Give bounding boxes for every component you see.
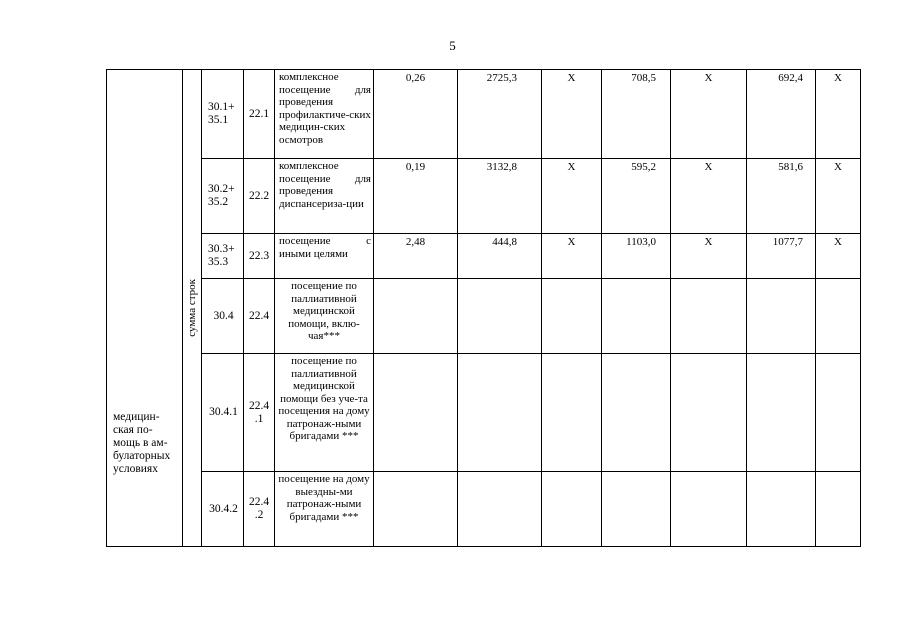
value-cell: 2725,3 <box>458 70 542 159</box>
value-cell <box>458 472 542 547</box>
row-name: посещение по паллиативной медицинской помощи без уче-та посещения на дому патронаж-ными бригадами *** <box>275 354 374 472</box>
value-cell <box>374 279 458 354</box>
table-row <box>107 234 861 279</box>
value-cell <box>747 354 816 472</box>
row-line-number: 22.4 <box>244 279 275 354</box>
value-cell: 581,6 <box>747 159 816 234</box>
value-cell <box>374 472 458 547</box>
page-number: 5 <box>449 38 456 53</box>
value-cell <box>816 354 861 472</box>
value-cell <box>747 279 816 354</box>
value-cell: Х <box>542 234 602 279</box>
value-cell: Х <box>542 70 602 159</box>
row-name: посещение на дому выездны-ми патронаж-ными бригадами *** <box>275 472 374 547</box>
table-row <box>107 354 861 472</box>
row-line-number: 22.2 <box>244 159 275 234</box>
value-cell: 3132,8 <box>458 159 542 234</box>
sum-label-cell <box>183 70 202 547</box>
row-code: 30.4.1 <box>202 354 244 472</box>
value-cell <box>542 354 602 472</box>
value-cell <box>747 472 816 547</box>
value-cell: Х <box>816 70 861 159</box>
value-cell <box>602 354 671 472</box>
value-cell <box>602 279 671 354</box>
value-cell: Х <box>671 234 747 279</box>
value-cell <box>816 472 861 547</box>
value-cell <box>542 472 602 547</box>
value-cell <box>458 279 542 354</box>
table-row <box>107 279 861 354</box>
row-line-number: 22.4 .2 <box>244 472 275 547</box>
row-line-number: 22.3 <box>244 234 275 279</box>
value-cell <box>671 279 747 354</box>
value-cell <box>602 472 671 547</box>
value-cell <box>374 354 458 472</box>
section-label: медицин-ская по-мощь в ам-булаторных условиях <box>113 411 171 475</box>
value-cell <box>671 354 747 472</box>
value-cell: Х <box>816 234 861 279</box>
row-line-number: 22.1 <box>244 70 275 159</box>
table-row <box>107 159 861 234</box>
value-cell: 692,4 <box>747 70 816 159</box>
value-cell: 444,8 <box>458 234 542 279</box>
table-row <box>107 472 861 547</box>
row-line-number: 22.4 .1 <box>244 354 275 472</box>
sum-label: сумма строк <box>185 279 198 337</box>
table-row <box>107 70 861 159</box>
row-name: посещение с иными целями <box>275 234 374 279</box>
section-label-cell <box>107 70 183 547</box>
value-cell: 708,5 <box>602 70 671 159</box>
value-cell: 0,26 <box>374 70 458 159</box>
value-cell: 595,2 <box>602 159 671 234</box>
value-cell <box>458 354 542 472</box>
tariff-table <box>106 69 861 547</box>
row-code: 30.3+ 35.3 <box>202 234 244 279</box>
value-cell: 1077,7 <box>747 234 816 279</box>
row-code: 30.1+ 35.1 <box>202 70 244 159</box>
value-cell <box>671 472 747 547</box>
value-cell: 0,19 <box>374 159 458 234</box>
value-cell <box>816 279 861 354</box>
value-cell: Х <box>542 159 602 234</box>
row-code: 30.4 <box>202 279 244 354</box>
value-cell: Х <box>671 70 747 159</box>
value-cell: Х <box>671 159 747 234</box>
value-cell: Х <box>816 159 861 234</box>
row-code: 30.4.2 <box>202 472 244 547</box>
row-name: комплексное посещение для проведения диспансериза-ции <box>275 159 374 234</box>
value-cell <box>542 279 602 354</box>
row-name: посещение по паллиативной медицинской помощи, вклю-чая*** <box>275 279 374 354</box>
value-cell: 1103,0 <box>602 234 671 279</box>
row-code: 30.2+ 35.2 <box>202 159 244 234</box>
row-name: комплексное посещение для проведения профилактиче-ских медицин-ских осмотров <box>275 70 374 159</box>
value-cell: 2,48 <box>374 234 458 279</box>
